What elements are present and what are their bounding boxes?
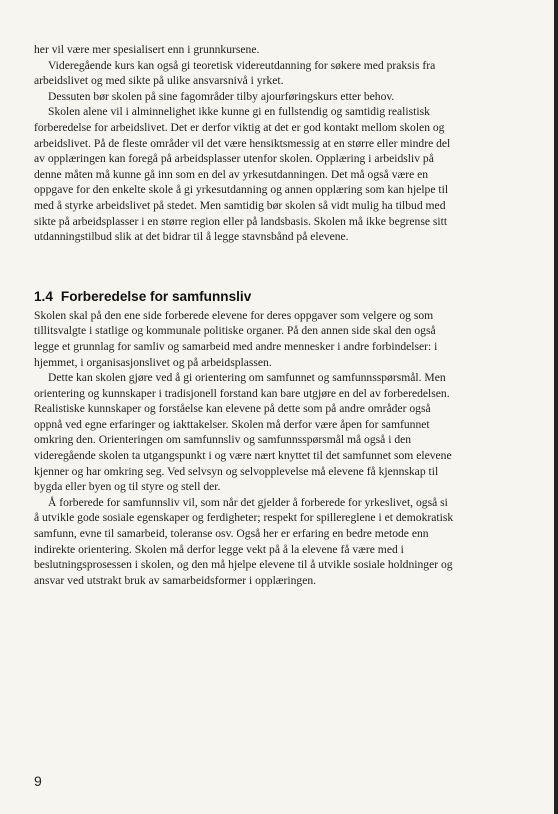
- scan-edge: [554, 0, 558, 814]
- page-body: [34, 42, 454, 588]
- paragraph-4: Skolen alene vil i alminnelighet ikke kunne gi en fullstendig og samtidig realistisk forberedelse for arbeidslivet. Det er derfor viktig at det er god kontakt mellom skolen og arbeidslivet. På de fleste områder vil det være hensiktsmessig at en større eller mindre del av opplæringen kan foregå på arbeidsplasser utenfor skolen. Opplæring i arbeidsliv på denne måten må kunne gå inn som en del av yrkesutdanningen. Det må også være en oppgave for den enkelte skole å gi yrkesutdanning og annen opplæring som kan hjelpe til med å styrke arbeidslivet på stedet. Men samtidig bør skolen så vidt mulig ha tilbud med sikte på arbeidsplasser i en større region eller på landsbasis. Skolen må ikke begrense sitt utdanningstilbud slik at det bidrar til å legge stavnsbånd på elevene.: [34, 105, 451, 244]
- paragraph-2: Videregående kurs kan også gi teoretisk videreutdanning for søkere med praksis fra arbeidslivet og med sikte på ulike ansvarsnivå i yrket.: [34, 58, 436, 88]
- paragraph-3: Dessuten bør skolen på sine fagområder tilby ajourføringskurs etter behov.: [48, 89, 395, 103]
- page-number: 9: [34, 773, 42, 789]
- section-title: Forberedelse for samfunnsliv: [60, 288, 252, 304]
- section-heading: [34, 289, 454, 305]
- section-gap: [34, 245, 454, 289]
- section-paragraph-3: Å forberede for samfunnsliv vil, som når det gjelder å forberede for yrkeslivet, også si å utvikle gode sosiale egenskaper og ferdigheter; respekt for spillereglene i et demokratisk samfunn, evne til samarbeid, toleranse osv. Også her er erfaring en bedre metode enn indirekte orientering. Skolen må derfor legge vekt på å la elevene få være med i beslutningsprosessen i skolen, og den må hjelpe elevene til å utvikle sosiale holdninger og ansvar ved utstrakt bruk av samarbeidsformer i opplæringen.: [34, 495, 454, 587]
- section-number: 1.4: [34, 288, 53, 304]
- paragraph-1: her vil være mer spesialisert enn i grunnkursene.: [34, 43, 260, 56]
- section-paragraph-2: Dette kan skolen gjøre ved å gi orientering om samfunnet og samfunnsspørsmål. Men orientering og kunnskaper i tradisjonell forstand kan bare utgjøre en del av forberedelsen. Realistiske kunnskaper og forståelse kan elevene på dette som på andre områder også oppnå ved egne erfaringer og iakttakelser. Skolen må derfor være åpen for samfunnet omkring den. Orienteringen om samfunnsliv og samfunnsspørsmål må også i den videregående skolen ta utgangspunkt i og være nært knyttet til det samfunnet som elevene kjenner og har omkring seg. Ved selvsyn og selvopplevelse må elevene få kjennskap til bygda eller byen og til styre og stell der.: [34, 371, 452, 494]
- section-paragraph-1: Skolen skal på den ene side forberede elevene for deres oppgaver som velgere og som tillitsvalgte i statlige og kommunale politiske organer. På den annen side skal den også legge et grunnlag for samliv og samarbeid med andre mennesker i andre forbindelser: i hjemmet, i organisasjonslivet og på arbeidsplassen.: [34, 308, 438, 369]
